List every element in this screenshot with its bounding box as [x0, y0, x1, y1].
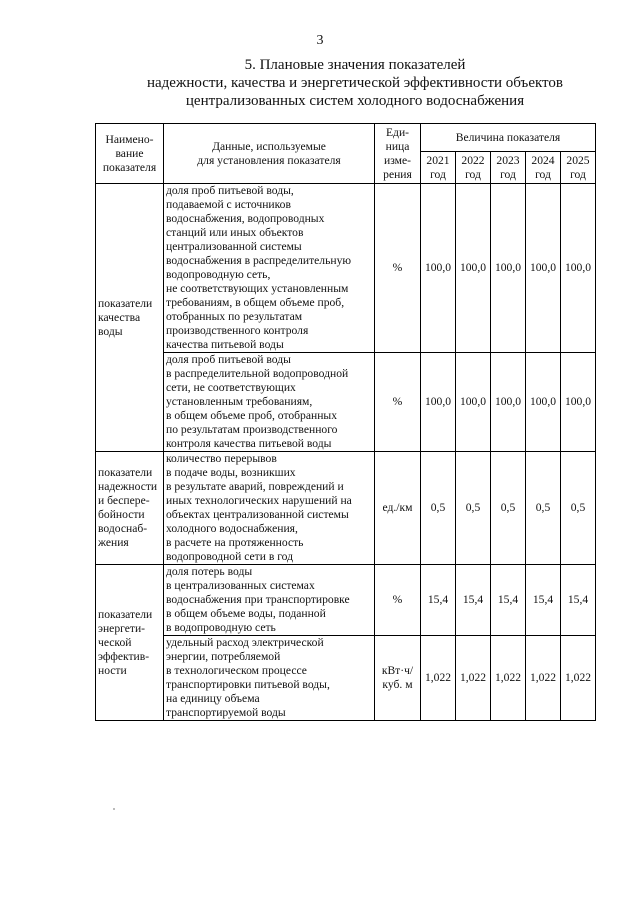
group-name-line: качества [98, 310, 141, 324]
value-cell: 0,5 [456, 452, 491, 565]
value-cell: 100,0 [526, 353, 561, 452]
header-value-group: Величина показателя [421, 124, 596, 152]
year-word: год [465, 167, 481, 181]
table-row [96, 565, 596, 636]
year-word: год [535, 167, 551, 181]
value-cell: 100,0 [526, 184, 561, 353]
desc-line: контроля качества питьевой воды [166, 437, 332, 450]
desc-line: в расчете на протяженность [166, 536, 304, 549]
title-line: централизованных систем холодного водоснабжения [185, 93, 525, 109]
group-name-line: показатели [98, 296, 153, 310]
unit-cell: % [375, 565, 421, 636]
desc-line: доля проб питьевой воды [166, 353, 291, 366]
group-name-line: энергети- [98, 621, 146, 635]
value-cell: 0,5 [526, 452, 561, 565]
group-name-line: надежности [98, 480, 158, 493]
header-text: Данные, используемые [212, 139, 326, 153]
value-cell: 100,0 [561, 184, 596, 353]
scan-speck [113, 808, 115, 810]
desc-line: водопроводную сеть, [166, 268, 271, 281]
desc-line: иных технологических нарушений на [166, 494, 352, 507]
indicator-description [164, 184, 375, 353]
header-text: Еди- [385, 125, 410, 139]
header-name-col [96, 124, 164, 184]
desc-line: в общем объеме проб, отобранных [166, 409, 337, 422]
indicator-group-name [96, 184, 164, 452]
header-data-col [164, 124, 375, 184]
header-text: рения [383, 167, 412, 181]
desc-line: по результатам производственного [166, 423, 338, 436]
header-text: вание [115, 146, 144, 160]
table-row [96, 184, 596, 353]
desc-line: доля проб питьевой воды, [166, 184, 294, 197]
desc-line: транспортируемой воды [166, 706, 286, 719]
desc-line: водоснабжения, водопроводных [166, 212, 325, 225]
value-cell: 0,5 [421, 452, 456, 565]
value-cell: 1,022 [491, 636, 526, 721]
group-name-line: воды [98, 324, 123, 338]
year-word: год [500, 167, 516, 181]
header-text: ница [385, 139, 410, 153]
desc-line: в результате аварий, повреждений и [166, 480, 344, 493]
value-cell: 15,4 [456, 565, 491, 636]
indicator-description [164, 452, 375, 565]
desc-line: качества питьевой воды [166, 338, 284, 351]
desc-line: объектах централизованной системы [166, 508, 349, 521]
title-line: надежности, качества и энергетической эффективности объектов [146, 75, 563, 91]
unit-cell: % [375, 353, 421, 452]
desc-line: водопроводной сети в год [166, 550, 294, 563]
desc-line: в общем объеме воды, поданной [166, 607, 326, 620]
table-row [96, 636, 596, 721]
year-number: 2025 [566, 153, 590, 167]
unit-cell: % [375, 184, 421, 353]
header-unit-col [375, 124, 421, 184]
desc-line: количество перерывов [166, 452, 277, 465]
desc-line: подаваемой с источников [166, 198, 291, 211]
value-cell: 0,5 [491, 452, 526, 565]
value-cell: 100,0 [491, 184, 526, 353]
year-number: 2021 [426, 153, 450, 167]
desc-line: станций или иных объектов [166, 226, 304, 239]
group-name-line: эффектив- [98, 649, 150, 663]
year-word: год [430, 167, 446, 181]
header-year [456, 152, 491, 184]
value-cell: 100,0 [561, 353, 596, 452]
header-year [421, 152, 456, 184]
group-name-line: жения [98, 536, 129, 549]
title-line: 5. Плановые значения показателей [244, 57, 466, 73]
header-year [526, 152, 561, 184]
page-number: 3 [316, 33, 324, 48]
unit-line: куб. м [382, 678, 413, 691]
value-cell: 15,4 [526, 565, 561, 636]
desc-line: отобранных по результатам [166, 310, 303, 323]
year-word: год [570, 167, 586, 181]
value-cell: 1,022 [526, 636, 561, 721]
document-title [120, 56, 590, 110]
value-cell: 0,5 [561, 452, 596, 565]
value-cell: 15,4 [421, 565, 456, 636]
indicator-group-name [96, 565, 164, 721]
indicator-group-name [96, 452, 164, 565]
desc-line: в распределительной водопроводной [166, 367, 349, 380]
desc-line: установленным требованиям, [166, 395, 313, 408]
desc-line: централизованной системы [166, 240, 302, 253]
value-cell: 100,0 [456, 353, 491, 452]
unit-line: ед./км [382, 501, 413, 514]
group-name-line: показатели [98, 607, 153, 621]
desc-line: холодного водоснабжения, [166, 522, 298, 535]
header-year [491, 152, 526, 184]
value-cell: 15,4 [561, 565, 596, 636]
indicator-description [164, 565, 375, 636]
header-text: изме- [384, 153, 411, 167]
value-cell: 100,0 [491, 353, 526, 452]
desc-line: производственного контроля [166, 324, 309, 337]
value-cell: 100,0 [421, 353, 456, 452]
group-name-line: показатели [98, 466, 153, 479]
header-text: показателя [102, 160, 157, 174]
year-number: 2023 [496, 153, 520, 167]
unit-cell [375, 636, 421, 721]
desc-line: в централизованных системах [166, 579, 315, 592]
unit-line: кВт·ч/ [381, 664, 414, 677]
desc-line: в подаче воды, возникших [166, 466, 296, 479]
group-name-line: и беспере- [98, 494, 150, 507]
desc-line: не соответствующих установленным [166, 282, 349, 295]
value-cell: 1,022 [456, 636, 491, 721]
group-name-line: водоснаб- [98, 522, 148, 535]
desc-line: доля потерь воды [166, 565, 253, 578]
header-text: для установления показателя [197, 153, 341, 167]
header-year [561, 152, 596, 184]
year-number: 2024 [531, 153, 555, 167]
table-row [96, 353, 596, 452]
table-row [96, 452, 596, 565]
group-name-line: ческой [98, 635, 132, 649]
group-name-line: бойности [98, 508, 145, 521]
indicator-description [164, 353, 375, 452]
value-cell: 1,022 [421, 636, 456, 721]
header-text: Наимено- [105, 132, 154, 146]
group-name-line: ности [98, 663, 127, 677]
desc-line: в водопроводную сеть [166, 621, 276, 634]
desc-line: транспортировки питьевой воды, [166, 678, 330, 691]
desc-line: на единицу объема [166, 692, 260, 705]
year-number: 2022 [461, 153, 485, 167]
desc-line: сети, не соответствующих [166, 381, 296, 394]
header-row-1 [96, 124, 596, 152]
desc-line: требованиям, в общем объеме проб, [166, 296, 345, 309]
unit-cell [375, 452, 421, 565]
value-cell: 100,0 [421, 184, 456, 353]
value-cell: 100,0 [456, 184, 491, 353]
desc-line: водоснабжения в распределительную [166, 254, 352, 267]
desc-line: водоснабжения при транспортировке [166, 593, 350, 606]
indicator-description [164, 636, 375, 721]
value-cell: 15,4 [491, 565, 526, 636]
value-cell: 1,022 [561, 636, 596, 721]
desc-line: удельный расход электрической [166, 636, 324, 649]
desc-line: энергии, потребляемой [166, 650, 281, 663]
desc-line: в технологическом процессе [166, 664, 307, 677]
indicators-table [95, 123, 596, 721]
